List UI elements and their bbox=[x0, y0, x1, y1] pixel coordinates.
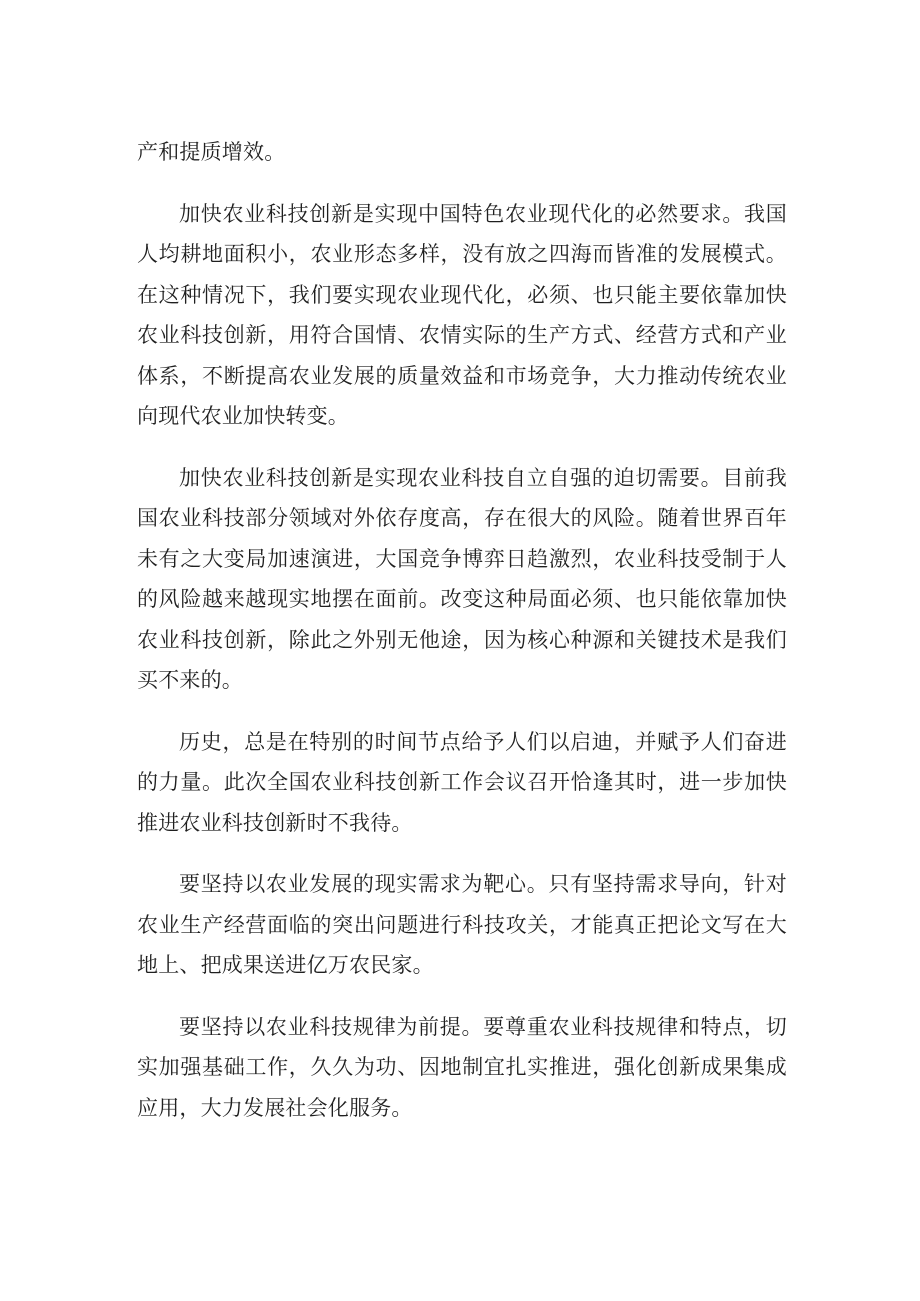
paragraph-innovation-requirement: 加快农业科技创新是实现中国特色农业现代化的必然要求。我国人均耕地面积小，农业形态多样，没有放之四海而皆准的发展模式。在这种情况下，我们要实现农业现代化，必须、也只能主要依靠加快农业科技创新，用符合国情、农情实际的生产方式、经营方式和产业体系，不断提高农业发展的质量效益和市场竞争，大力推动传统农业向现代农业加快转变。 bbox=[137, 201, 787, 428]
paragraph-history-timing: 历史，总是在特别的时间节点给予人们以启迪，并赋予人们奋进的力量。此次全国农业科技创新工作会议召开恰逢其时，进一步加快推进农业科技创新时不我待。 bbox=[137, 729, 787, 835]
paragraph-demand-orientation: 要坚持以农业发展的现实需求为靶心。只有坚持需求导向，针对农业生产经营面临的突出问题进行科技攻关，才能真正把论文写在大地上、把成果送进亿万农民家。 bbox=[137, 872, 787, 977]
document-body bbox=[137, 132, 787, 1128]
paragraph-scientific-rules: 要坚持以农业科技规律为前提。要尊重农业科技规律和特点，切实加强基础工作，久久为功、因地制宜扎实推进，强化创新成果集成应用，大力发展社会化服务。 bbox=[137, 1014, 787, 1120]
paragraph-self-reliance-need: 加快农业科技创新是实现农业科技自立自强的迫切需要。目前我国农业科技部分领域对外依存度高，存在很大的风险。随着世界百年未有之大变局加速演进，大国竞争博弈日趋激烈，农业科技受制于人的风险越来越现实地摆在面前。改变这种局面必须、也只能依靠加快农业科技创新，除此之外别无他途，因为核心种源和关键技术是我们买不来的。 bbox=[137, 465, 787, 692]
paragraph-continuation: 产和提质增效。 bbox=[137, 140, 286, 164]
